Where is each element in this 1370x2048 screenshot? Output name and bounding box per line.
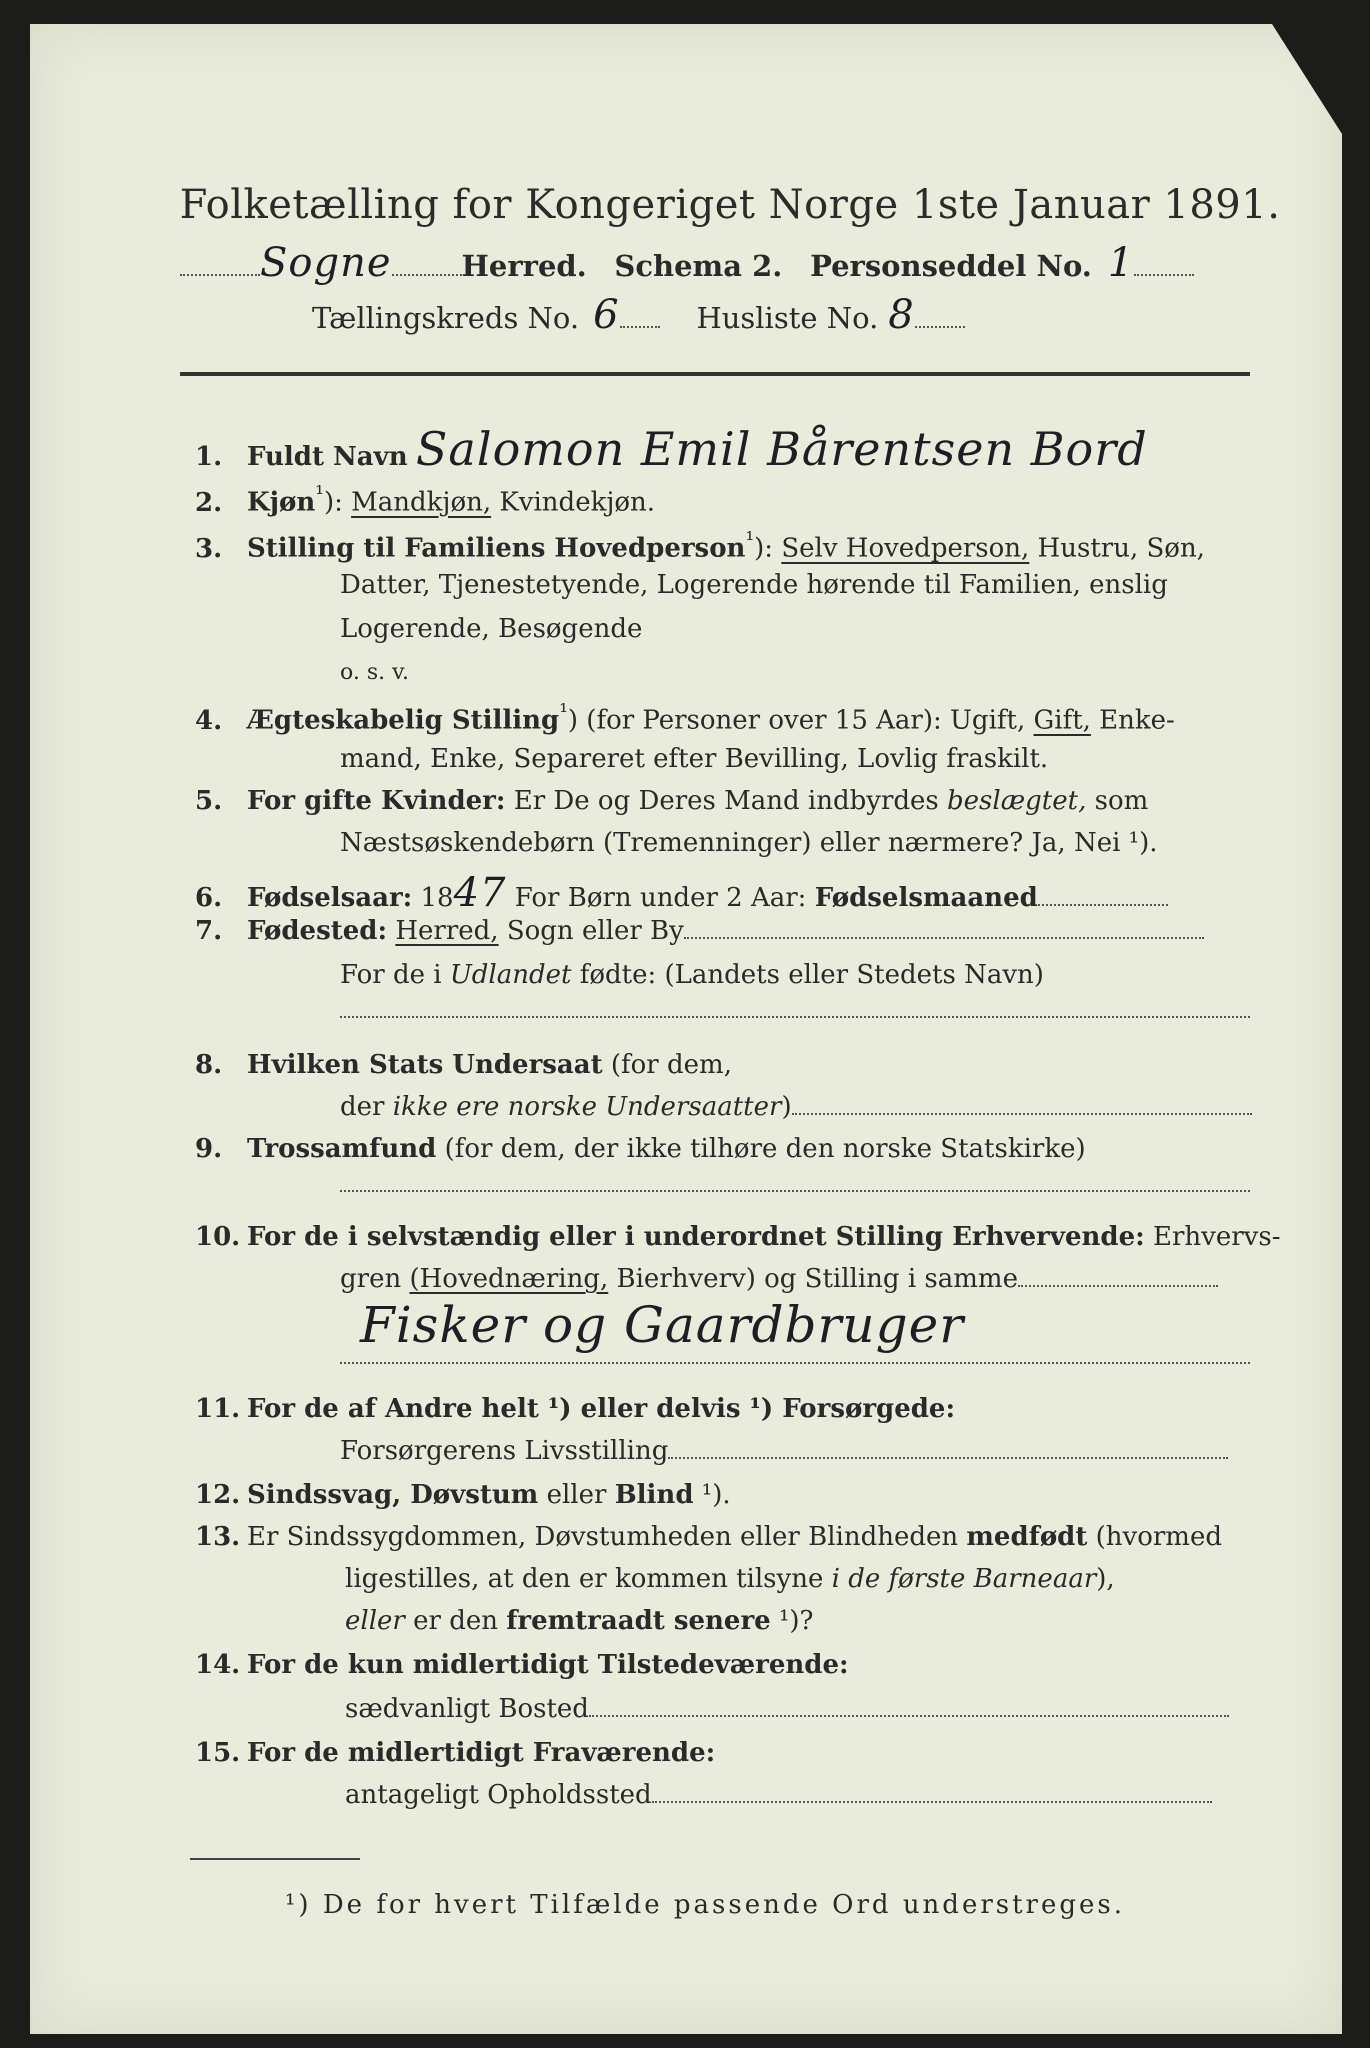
- husliste-label: Husliste No.: [696, 301, 879, 335]
- personseddel-dots: [1134, 274, 1194, 276]
- q10-answer-line: [360, 1296, 964, 1354]
- q7-number: 7.: [195, 916, 223, 946]
- herred-value: Sogne: [260, 240, 392, 286]
- q13-line3-a: eller: [345, 1606, 405, 1636]
- q9-number: 9.: [195, 1134, 223, 1164]
- q12-label: Sindssvag, Døvstum: [247, 1480, 539, 1510]
- herred-dots-left: [180, 274, 260, 276]
- q6-fodselsmaaned: Fødselsmaaned: [814, 883, 1038, 913]
- q2-rest: ):: [323, 487, 352, 518]
- schema-label: Schema 2.: [614, 249, 783, 283]
- q14-dots: [589, 1715, 1229, 1717]
- question-7: [195, 916, 1204, 946]
- q8-undersaat: Undersaat: [452, 1050, 603, 1080]
- q12-number: 12.: [195, 1480, 241, 1510]
- kreds-label: Tællingskreds No.: [312, 301, 580, 335]
- q3-number: 3.: [195, 533, 223, 564]
- q12-blind: Blind: [614, 1480, 694, 1510]
- q3-option-rest: Hustru, Søn,: [1029, 533, 1205, 564]
- kreds-line: [312, 292, 965, 338]
- q6-prefix: 18: [412, 883, 454, 913]
- question-12: [195, 1480, 731, 1510]
- q4-option-gift: Gift,: [1033, 705, 1091, 736]
- q13-medfodt: medfødt: [966, 1522, 1088, 1552]
- q7-option-herred: Herred,: [395, 916, 499, 946]
- q10-value: Fisker og Gaardbruger: [360, 1296, 965, 1354]
- q11-line-2: [340, 1436, 1228, 1466]
- q15-label: For de midlertidigt Fraværende:: [247, 1738, 716, 1768]
- q8-number: 8.: [195, 1050, 223, 1080]
- q3-sup: ¹: [745, 528, 755, 553]
- personseddel-label: Personseddel No.: [810, 249, 1092, 283]
- q8-line2-b: ikke ere norske Undersaatter: [392, 1092, 782, 1122]
- q14-line-2: [345, 1694, 1229, 1724]
- herred-line: [180, 240, 1194, 286]
- husliste-value: 8: [888, 292, 915, 338]
- q8-line2-c: ): [781, 1092, 792, 1122]
- question-9: [195, 1134, 1086, 1164]
- footnote: ¹) De for hvert Tilfælde passende Ord understreges.: [285, 1890, 1126, 1920]
- q8-label: Hvilken Stats: [247, 1050, 453, 1080]
- question-2: [195, 482, 655, 518]
- q5-number: 5.: [195, 786, 223, 816]
- q2-option-mandkjon: Mandkjøn,: [351, 487, 492, 518]
- torn-corner: [1272, 24, 1342, 134]
- q4-number: 4.: [195, 705, 223, 736]
- q13-line3-d: ¹)?: [770, 1606, 814, 1636]
- kreds-value: 6: [593, 292, 620, 338]
- q13-line2-b: i de første Barneaar: [831, 1564, 1097, 1594]
- q1-value: Salomon Emil Bårentsen Bord: [415, 422, 1148, 476]
- q14-number: 14.: [195, 1650, 241, 1680]
- q2-number: 2.: [195, 487, 223, 518]
- q7-fill-line: [340, 1016, 1250, 1018]
- q13-label: Er Sindssygdommen, Døvstumheden eller Blindheden: [247, 1522, 967, 1552]
- question-10: [195, 1222, 1280, 1252]
- q11-number: 11.: [195, 1394, 241, 1424]
- question-14: [195, 1650, 849, 1680]
- q6-dots: [1038, 904, 1168, 906]
- question-6: [195, 870, 1168, 916]
- q7-rest: Sogn eller By: [498, 916, 684, 946]
- q14-label: For de kun midlertidigt Tilstedeværende:: [247, 1650, 849, 1680]
- q6-rest: For Børn under 2 Aar:: [506, 883, 815, 913]
- q11-dots: [668, 1457, 1228, 1459]
- q6-number: 6.: [195, 883, 223, 913]
- question-8: [195, 1050, 732, 1080]
- q7-label: Fødested:: [247, 916, 388, 946]
- question-11: [195, 1394, 955, 1424]
- q3-line-2: Datter, Tjenestetyende, Logerende hørende til Familien, enslig: [340, 570, 1168, 600]
- q10-line2-a: gren: [340, 1264, 410, 1294]
- q7-line2-b: Udlandet: [449, 960, 572, 990]
- q10-erhvervende: Erhvervende:: [952, 1222, 1145, 1252]
- header-rule: [180, 372, 1250, 376]
- q13-line3-c: fremtraadt senere: [506, 1606, 771, 1636]
- q5-rest: Er De og Deres Mand indbyrdes: [505, 786, 948, 816]
- q2-sup: ¹: [315, 482, 324, 507]
- q8-rest: (for dem,: [602, 1050, 732, 1080]
- question-4: [195, 700, 1175, 736]
- q6-value: 47: [453, 870, 507, 916]
- q9-rest: (for dem, der ikke tilhøre den norske Statskirke): [436, 1134, 1086, 1164]
- q3-line-3: Logerende, Besøgende: [340, 614, 643, 644]
- q11-label: For de af Andre helt ¹) eller delvis ¹): [247, 1394, 783, 1424]
- q12-rest: eller: [538, 1480, 615, 1510]
- q13-line-3: [345, 1606, 813, 1636]
- q13-rest: (hvormed: [1087, 1522, 1222, 1552]
- q10-rest: Erhvervs-: [1144, 1222, 1281, 1252]
- q9-label: Trossamfund: [247, 1134, 437, 1164]
- q11-forsorgede: Forsørgede:: [782, 1394, 956, 1424]
- q13-line-2: [345, 1564, 1115, 1594]
- q2-label: Kjøn: [247, 487, 316, 518]
- q4-sup: ¹: [559, 700, 568, 725]
- q11-line2: Forsørgerens Livsstilling: [340, 1436, 669, 1466]
- q1-number: 1.: [195, 442, 223, 472]
- question-13: [195, 1522, 1222, 1552]
- q3-option-selv: Selv Hovedperson,: [781, 533, 1030, 564]
- q13-line3-b: er den: [404, 1606, 507, 1636]
- question-5: [195, 786, 1148, 816]
- census-form-page: [30, 24, 1342, 2034]
- q7-dots: [684, 937, 1204, 939]
- question-3: [195, 528, 1205, 564]
- q15-line-2: [345, 1780, 1212, 1810]
- q10-line-2: [340, 1264, 1218, 1294]
- q3-label: Stilling til Familiens Hovedperson: [247, 533, 746, 564]
- q3-rest: ):: [754, 533, 774, 564]
- question-1: [195, 422, 1148, 476]
- q2-option-kvindekjon: Kvindekjøn.: [491, 487, 656, 518]
- q3-line-4: o. s. v.: [340, 660, 409, 685]
- q12-end: ¹).: [693, 1480, 731, 1510]
- personseddel-value: 1: [1107, 240, 1135, 286]
- q4-line-2: mand, Enke, Separeret efter Bevilling, Lovlig fraskilt.: [340, 744, 1049, 774]
- q7-line2-a: For de i: [340, 960, 450, 990]
- q5-line-2: Næstsøskendebørn (Tremenninger) eller nærmere? Ja, Nei ¹).: [340, 828, 1158, 858]
- q5-italic: beslægtet,: [947, 786, 1087, 816]
- herred-label: Herred.: [461, 249, 587, 283]
- q8-line-2: [340, 1092, 1252, 1122]
- form-title: Folketælling for Kongeriget Norge 1ste Januar 1891.: [179, 182, 1281, 228]
- husliste-dots: [915, 326, 965, 328]
- q10-label: For de i selvstændig eller i underordnet Stilling: [247, 1222, 953, 1252]
- q13-line2-c: ),: [1096, 1564, 1115, 1594]
- q8-line2-a: der: [340, 1092, 393, 1122]
- q4-rest: ) (for Personer over 15 Aar): Ugift,: [567, 705, 1034, 736]
- q9-fill-line: [340, 1190, 1250, 1192]
- q10-number: 10.: [195, 1222, 241, 1252]
- footnote-rule: [190, 1858, 360, 1860]
- question-15: [195, 1738, 715, 1768]
- q7-line2-c: fødte: (Landets eller Stedets Navn): [571, 960, 1044, 990]
- q15-line2: antageligt Opholdssted: [345, 1780, 652, 1810]
- q15-dots: [652, 1801, 1212, 1803]
- q10-dots-1: [1018, 1285, 1218, 1287]
- herred-dots-right: [392, 274, 462, 276]
- q15-number: 15.: [195, 1738, 241, 1768]
- q4-label: Ægteskabelig Stilling: [247, 705, 560, 736]
- kreds-dots: [620, 326, 660, 328]
- q13-line2-a: ligestilles, at den er kommen tilsyne: [345, 1564, 832, 1594]
- q10-line2-b: (Hovednæring,: [409, 1264, 609, 1294]
- q4-rest2: Enke-: [1090, 705, 1175, 736]
- q14-line2: sædvanligt Bosted: [345, 1694, 589, 1724]
- q1-label: Fuldt Navn: [247, 442, 408, 472]
- q5-label: For gifte Kvinder:: [247, 786, 506, 816]
- q6-label: Fødselsaar:: [247, 883, 413, 913]
- q10-line2-c: Bierhverv) og Stilling i samme: [608, 1264, 1018, 1294]
- q7-line-2: [340, 960, 1044, 990]
- q8-dots: [792, 1113, 1252, 1115]
- q13-number: 13.: [195, 1522, 241, 1552]
- q10-fill-line: [340, 1362, 1250, 1364]
- q5-rest2: som: [1086, 786, 1149, 816]
